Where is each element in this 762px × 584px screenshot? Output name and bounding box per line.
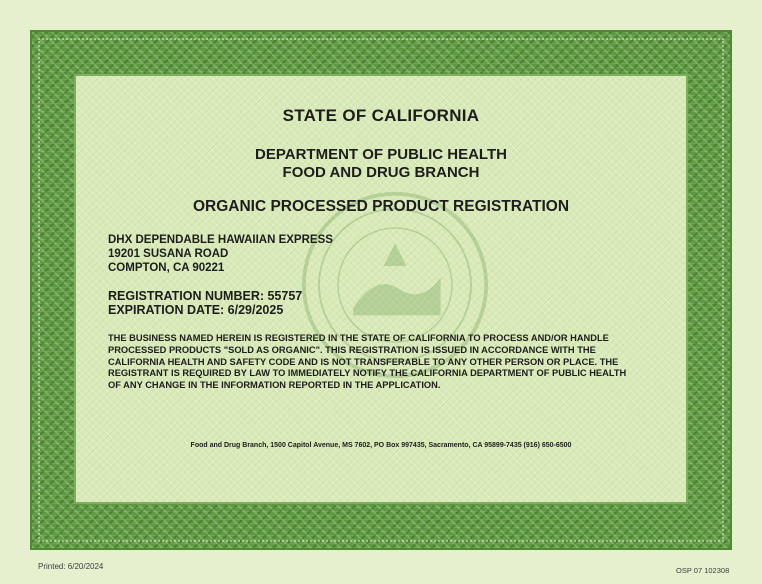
form-code: OSP 07 102308 bbox=[676, 566, 730, 575]
business-street: 19201 SUSANA ROAD bbox=[108, 248, 229, 260]
registration-title: ORGANIC PROCESSED PRODUCT REGISTRATION bbox=[192, 198, 570, 215]
business-city-state-zip: COMPTON, CA 90221 bbox=[108, 262, 225, 274]
state-heading: STATE OF CALIFORNIA bbox=[282, 106, 480, 125]
department-heading: DEPARTMENT OF PUBLIC HEALTH bbox=[255, 146, 507, 163]
registration-number: REGISTRATION NUMBER: 55757 bbox=[108, 289, 303, 303]
business-name: DHX DEPENDABLE HAWAIIAN EXPRESS bbox=[108, 234, 333, 246]
registration-statement: THE BUSINESS NAMED HEREIN IS REGISTERED IN THE STATE OF CALIFORNIA TO PROCESS AND/OR HANDLE PROCESSED PRODUCTS "SOLD AS ORGANIC". THIS REGISTRATION IS ISSUED IN ACCORDANCE WITH THE CALIFORNIA HEALTH AND SAFETY CODE AND IS NOT TRANSFERABLE TO ANY OTHER PERSON OR PLACE. THE REGISTRANT IS REQUIRED BY LAW TO IMMEDIATELY NOTIFY THE CALIFORNIA DEPARTMENT OF PUBLIC HEALTH OF ANY CHANGE IN THE INFORMATION REPORTED IN THE APPLICATION. bbox=[108, 333, 627, 391]
branch-heading: FOOD AND DRUG BRANCH bbox=[282, 164, 480, 181]
printed-date: Printed: 6/20/2024 bbox=[38, 562, 104, 571]
footer-address: Food and Drug Branch, 1500 Capitol Avenue, MS 7602, PO Box 997435, Sacramento, CA 95899-7435 (916) 650-6500 bbox=[190, 442, 572, 449]
expiration-date: EXPIRATION DATE: 6/29/2025 bbox=[108, 303, 284, 317]
